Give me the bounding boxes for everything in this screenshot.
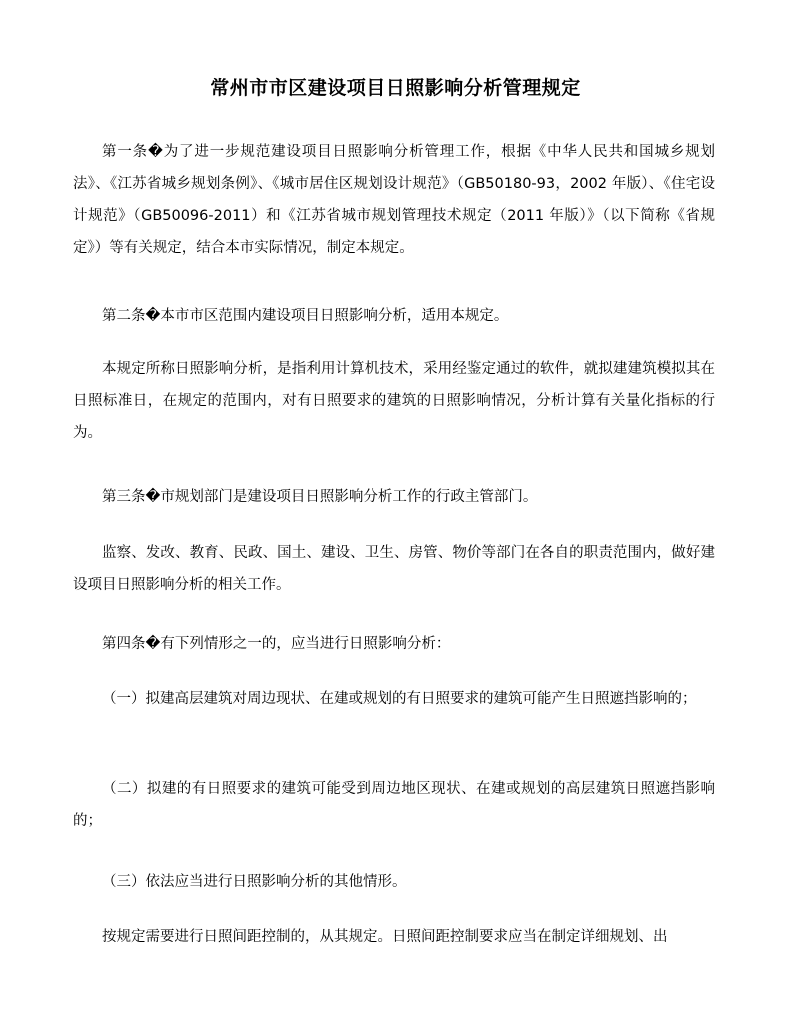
paragraph-item-3: （三）依法应当进行日照影响分析的其他情形。 [102,874,407,890]
paragraph-definition: 本规定所称日照影响分析，是指利用计算机技术，采用经鉴定通过的软件，就拟建建筑模拟其在日照标准日，在规定的范围内，对有日照要求的建筑的日照影响情况，分析计算有关量化指标的行为。 [73,361,715,441]
paragraph-article-3: 第三条�市规划部门是建设项目日照影响分析工作的行政主管部门。 [102,489,538,505]
paragraph-item-1: （一）拟建高层建筑对周边现状、在建或规划的有日照要求的建筑可能产生日照遮挡影响的； [102,691,697,707]
paragraph-item-2: （二）拟建的有日照要求的建筑可能受到周边地区现状、在建或规划的高层建筑日照遮挡影响的； [73,781,715,829]
paragraph-spacing-control: 按规定需要进行日照间距控制的，从其规定。日照间距控制要求应当在制定详细规划、出 [102,929,668,945]
paragraph-article-1: 第一条�为了进一步规范建设项目日照影响分析管理工作，根据《中华人民共和国城乡规划法》、《江苏省城乡规划条例》、《城市居住区规划设计规范》（GB50180-93，2002 年版）、《住宅设计规范》（GB50096-2011）和《江苏省城市规划管理技术规定（2011 年版）》（以下简称《省规定》）等有关规定，结合本市实际情况，制定本规定。 [73,144,715,256]
paragraph-article-4: 第四条�有下列情形之一的，应当进行日照影响分析： [102,636,451,652]
paragraph-departments: 监察、发改、教育、民政、国土、建设、卫生、房管、物价等部门在各自的职责范围内，做好建设项目日照影响分析的相关工作。 [73,545,715,593]
paragraph-article-2: 第二条�本市市区范围内建设项目日照影响分析，适用本规定。 [102,308,509,324]
document-title: 常州市市区建设项目日照影响分析管理规定 [210,77,581,99]
